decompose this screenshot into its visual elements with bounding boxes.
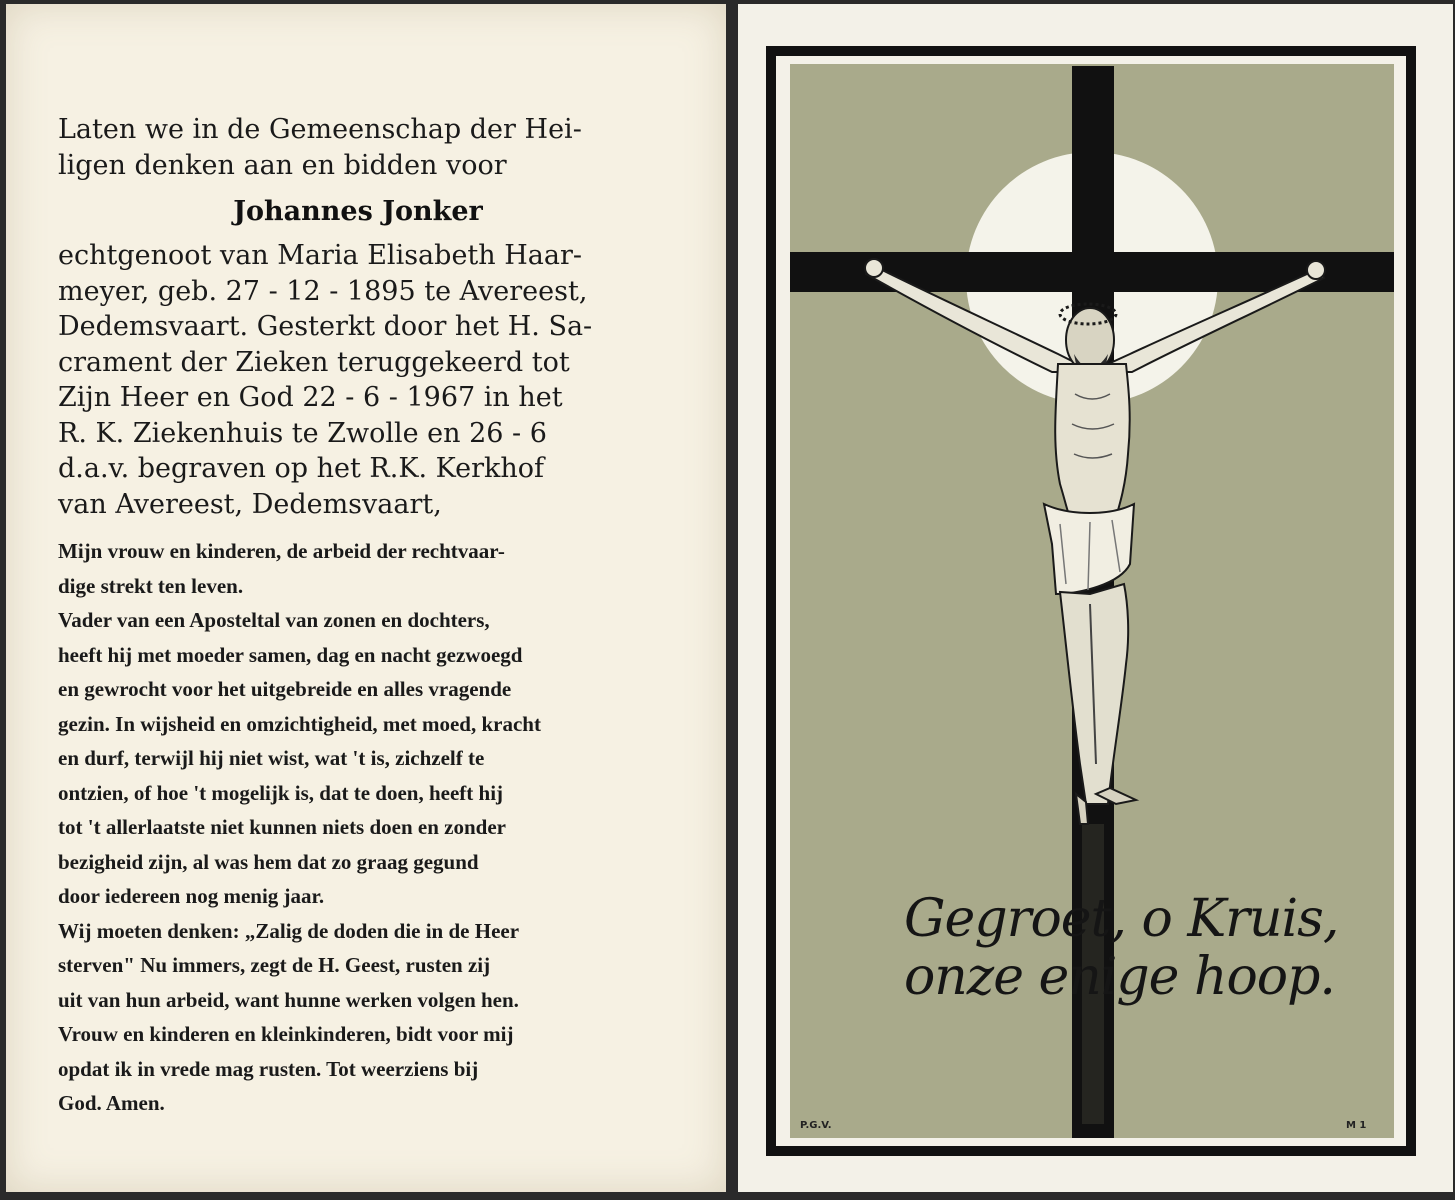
text-line: tot 't allerlaatste niet kunnen niets doen en zonder bbox=[58, 815, 506, 839]
text-line: sterven" Nu immers, zegt de H. Geest, rusten zij bbox=[58, 953, 491, 977]
figure-head bbox=[1066, 308, 1114, 372]
text-line: heeft hij met moeder samen, dag en nacht gezwoegd bbox=[58, 642, 523, 667]
printer-mark: P.G.V. bbox=[800, 1120, 832, 1131]
motto-line: Gegroet, o Kruis, bbox=[904, 889, 1339, 949]
text-line: en gewrocht voor het uitgebreide en alles vragende bbox=[58, 677, 512, 701]
detail-line: van Avereest, Dedemsvaart, bbox=[58, 488, 442, 520]
deceased-name: Johannes Jonker bbox=[233, 196, 483, 227]
intro-text bbox=[58, 112, 658, 183]
detail-line: crament der Zieken teruggekeerd tot bbox=[58, 346, 570, 378]
detail-line: Dedemsvaart. Gesterkt door het H. Sa- bbox=[58, 311, 593, 342]
text-line: dige strekt ten leven. bbox=[58, 573, 244, 598]
intro-line: ligen denken aan en bidden voor bbox=[58, 149, 507, 181]
detail-line: R. K. Ziekenhuis te Zwolle en 26 - 6 bbox=[58, 417, 547, 449]
text-line: bezigheid zijn, al was hem dat zo graag gegund bbox=[58, 849, 479, 874]
text-line: God. Amen. bbox=[58, 1091, 165, 1115]
text-line: door iedereen nog menig jaar. bbox=[58, 884, 325, 908]
detail-line: Zijn Heer en God 22 - 6 - 1967 in het bbox=[58, 382, 563, 413]
text-line: Mijn vrouw en kinderen, de arbeid der rechtvaar- bbox=[58, 539, 505, 563]
text-line: uit van hun arbeid, want hunne werken volgen hen. bbox=[58, 987, 519, 1012]
card-code: M 1 bbox=[1346, 1120, 1367, 1131]
motto-text bbox=[904, 889, 1339, 1007]
biographical-details bbox=[58, 238, 658, 522]
text-line: opdat ik in vrede mag rusten. Tot weerziens bij bbox=[58, 1056, 479, 1081]
text-line: en durf, terwijl hij niet wist, wat 't is, zichzelf te bbox=[58, 746, 485, 770]
intro-line: Laten we in de Gemeenschap der Hei- bbox=[58, 114, 582, 145]
memorial-text bbox=[58, 534, 662, 1121]
text-line: ontzien, of hoe 't mogelijk is, dat te doen, heeft hij bbox=[58, 780, 504, 805]
text-line: Vader van een Aposteltal van zonen en dochters, bbox=[58, 608, 490, 632]
text-line: gezin. In wijsheid en omzichtigheid, met moed, kracht bbox=[58, 711, 541, 736]
motto-line: onze enige hoop. bbox=[904, 947, 1335, 1007]
text-line: Vrouw en kinderen en kleinkinderen, bidt voor mij bbox=[58, 1022, 514, 1046]
detail-line: d.a.v. begraven op het R.K. Kerkhof bbox=[58, 453, 545, 484]
figure-torso bbox=[1055, 364, 1129, 524]
detail-line: meyer, geb. 27 - 12 - 1895 te Avereest, bbox=[58, 275, 588, 307]
detail-line: echtgenoot van Maria Elisabeth Haar- bbox=[58, 240, 583, 271]
text-line: Wij moeten denken: „Zalig de doden die in de Heer bbox=[58, 918, 520, 943]
